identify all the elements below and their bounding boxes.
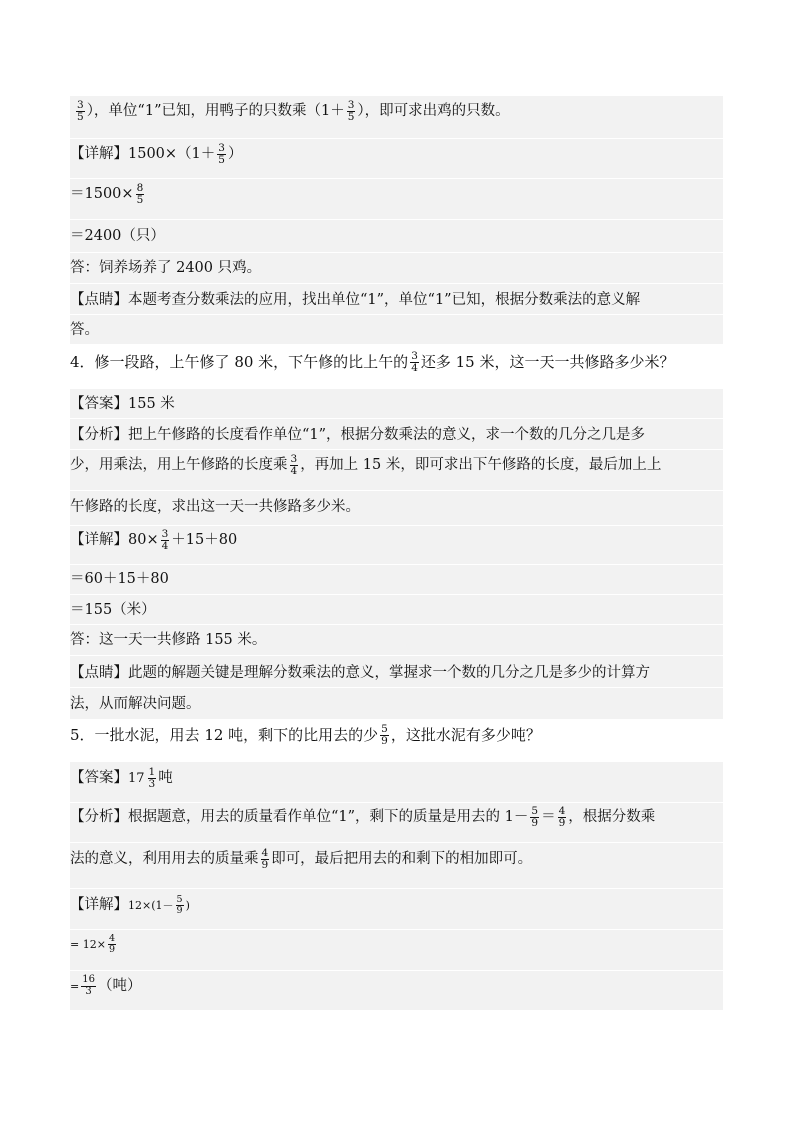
answer-line: 【答案】155 米: [70, 389, 723, 419]
fraction: $\frac{4}{9}$: [558, 805, 566, 830]
calc-line: = 12× $\frac{4}{9}$: [70, 930, 723, 971]
fraction: $\frac{3}{5}$: [218, 142, 225, 167]
answer-line: 【答案】 17 $\frac{1}{3}$ 吨: [70, 762, 723, 803]
question-5: 5．一批水泥，用去 12 吨，剩下的比用去的少 $\frac{5}{9}$ ，这批水泥有多少吨？: [70, 723, 541, 748]
fraction: $\frac{8}{5}$: [136, 182, 144, 207]
analysis-line: 【分析】把上午修路的长度看作单位“1”，根据分数乘法的意义，求一个数的几分之几是多: [70, 419, 723, 450]
fraction: $\frac{3}{5}$: [347, 99, 355, 124]
calc-line: ＝155（米）: [70, 595, 723, 625]
fraction: $\frac{5}{9}$: [381, 723, 388, 748]
fraction: $\frac{5}{9}$: [531, 805, 539, 830]
calc-line: ＝1500× $\frac{8}{5}$: [70, 179, 723, 220]
fraction: $\frac{3}{4}$: [161, 528, 169, 553]
analysis-line: 【分析】根据题意，用去的质量看作单位“1”，剩下的质量是用去的 1－ $\frac{5}{9}$ ＝ $\frac{4}{9}$ ，根据分数乘: [70, 803, 723, 843]
fraction: $\frac{3}{5}$: [77, 99, 84, 124]
mixed-number: 17 $\frac{1}{3}$: [128, 766, 156, 791]
key-point-line: 【点睛】本题考查分数乘法的应用，找出单位“1”，单位“1”已知，根据分数乘法的意义解: [70, 284, 723, 315]
analysis-line: 少，用乘法，用上午修路的长度乘 $\frac{3}{4}$ ，再加上 15 米，即可求出下午修路的长度，最后加上上: [70, 450, 723, 491]
answer-line: 答：这一天一共修路 155 米。: [70, 625, 723, 656]
fraction: $\frac{3}{4}$: [411, 350, 418, 375]
analysis-line: 午修路的长度，求出这一天一共修路多少米。: [70, 491, 723, 526]
calc-line: = $\frac{16}{3}$ （吨）: [70, 971, 723, 1011]
analysis-continuation-line: $\frac{3}{5}$ ），单位“1”已知，用鸭子的只数乘（1＋ $\frac{3}{5}$ ），即可求出鸡的只数。: [70, 96, 723, 139]
question-4: 4．修一段路，上午修了 80 米，下午修的比上午的 $\frac{3}{4}$ 还多 15 米，这一天一共修路多少米？: [70, 350, 675, 375]
detail-line: 【详解】80× $\frac{3}{4}$ ＋15＋80: [70, 526, 723, 565]
calc-line: ＝60＋15＋80: [70, 565, 723, 595]
key-point-line: 【点睛】此题的解题关键是理解分数乘法的意义，掌握求一个数的几分之几是多少的计算方: [70, 656, 723, 688]
detail-line: 【详解】1500×（1＋ $\frac{3}{5}$ ）: [70, 139, 723, 179]
key-point-line: 答。: [70, 315, 723, 345]
key-point-line: 法，从而解决问题。: [70, 688, 723, 720]
calc-line: ＝2400（只）: [70, 220, 723, 253]
fraction: $\frac{5}{9}$: [176, 894, 183, 916]
analysis-line: 法的意义，利用用去的质量乘 $\frac{4}{9}$ 即可，最后把用去的和剩下的相加即可。: [70, 843, 723, 889]
detail-line: 【详解】12×(1－ $\frac{5}{9}$ ): [70, 889, 723, 930]
fraction: $\frac{1}{3}$: [148, 766, 156, 791]
fraction: $\frac{4}{9}$: [261, 847, 269, 872]
fraction: $\frac{3}{4}$: [290, 453, 298, 478]
fraction: $\frac{4}{9}$: [108, 933, 115, 955]
fraction: $\frac{16}{3}$: [82, 974, 95, 997]
answer-line: 答：饲养场养了 2400 只鸡。: [70, 253, 723, 284]
